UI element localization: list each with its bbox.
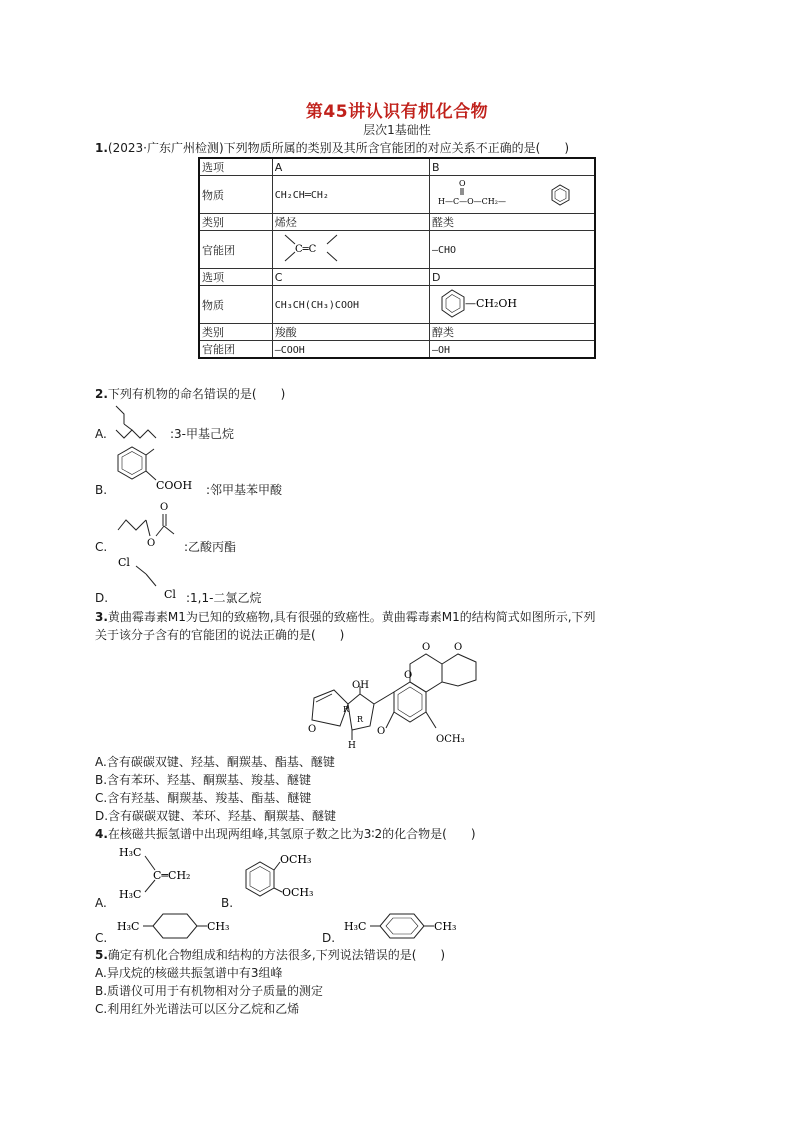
cl-label-2: Cl (164, 588, 176, 601)
question-2-number: 2. (95, 387, 108, 401)
question-2-stem (95, 386, 285, 402)
question-4-number: 4. (95, 827, 108, 841)
table-cell: 醇类 (430, 324, 596, 341)
benzyl-alcohol-structure (432, 286, 592, 320)
table-cell: 选项 (199, 158, 272, 176)
stereo-r-label-2: R (357, 715, 364, 724)
table-cell (430, 341, 596, 359)
question-3-text-1: 黄曲霉毒素M1为已知的致癌物,具有很强的致癌性。黄曲霉毒素M1的结构简式如图所示,下列 (107, 610, 596, 624)
section-subtitle: 层次1基础性 (363, 123, 431, 137)
q4-option-b-letter: B. (221, 896, 234, 910)
table-cell (272, 231, 429, 269)
table-row (199, 269, 595, 286)
och3-label-2: OCH₃ (282, 886, 314, 899)
och3-label-1: OCH₃ (280, 853, 312, 866)
p-xylene-structure (342, 906, 472, 946)
question-5-number: 5. (95, 948, 108, 962)
formula-isobutyric-acid: CH₃CH(CH₃)COOH (274, 300, 360, 311)
3-methylhexane-structure (112, 402, 172, 442)
question-5-text: 确定有机化合物组成和结构的方法很多,下列说法错误的是( ) (107, 948, 446, 962)
q2-option-d-name: :1,1-二氯乙烷 (186, 591, 262, 605)
h-label: H (348, 741, 356, 751)
ester-o-label: O (147, 538, 156, 549)
question-4-stem (95, 826, 476, 842)
table-cell (430, 286, 596, 324)
question-1-number: 1. (95, 141, 108, 155)
ether-o-label: O (377, 726, 386, 737)
q2-option-a-name: :3-甲基己烷 (170, 427, 235, 441)
h3c-left-label: H₃C (117, 920, 140, 933)
methoxy-label: OCH₃ (436, 734, 465, 745)
lactone-o-label: O (404, 670, 413, 681)
q2-option-c-letter: C. (95, 540, 108, 554)
table-cell (272, 286, 429, 324)
table-cell: 烯烃 (272, 214, 429, 231)
q3-option-d: D.含有碳碳双键、苯环、羟基、酮羰基、醚键 (95, 809, 337, 823)
h3c-bottom-label: H₃C (119, 888, 142, 901)
table-row (199, 341, 595, 359)
formate-chain-label: H—C—O—CH₂— (438, 197, 506, 206)
question-2-text: 下列有机物的命名错误的是( ) (107, 387, 286, 401)
question-1-table (198, 157, 596, 359)
ketone-o-label: O (454, 642, 463, 653)
table-row (199, 324, 595, 341)
table-cell: C (272, 269, 429, 286)
furan-o-label: O (308, 724, 317, 735)
ch3-right-label: CH₃ (207, 920, 230, 933)
oh-label: OH (352, 680, 369, 691)
question-4-text: 在核磁共振氢谱中出现两组峰,其氢原子数之比为3∶2的化合物是( ) (107, 827, 476, 841)
question-3-number: 3. (95, 610, 108, 624)
c-ch2-label: C═CH₂ (153, 869, 191, 882)
h3c-left-label: H₃C (344, 920, 367, 933)
table-row (199, 176, 595, 214)
table-cell: B (430, 158, 596, 176)
dimethoxybenzene-structure (238, 846, 338, 912)
ch3-right-label: CH₃ (434, 920, 457, 933)
table-cell (430, 176, 596, 214)
table-cell: 类别 (199, 324, 272, 341)
stereo-r-label-1: R (343, 705, 350, 714)
o-toluic-acid-structure (112, 440, 212, 495)
carboxyl-group: —COOH (274, 344, 305, 356)
table-cell: 物质 (199, 286, 272, 324)
question-1-text: (2023·广东广州检测)下列物质所属的类别及其所含官能团的对应关系不正确的是( ) (107, 141, 570, 155)
hydroxyl-group: —OH (432, 344, 451, 356)
question-3-stem-line1 (95, 609, 596, 625)
page-title: 第45讲认识有机化合物 (305, 102, 489, 122)
benzyl-formate-structure (432, 176, 592, 210)
carbonyl-o-label: O (459, 179, 466, 188)
h3c-top-label: H₃C (119, 846, 142, 859)
question-3-stem-line2: 关于该分子含有的官能团的说法正确的是( ) (95, 628, 345, 642)
table-cell: 物质 (199, 176, 272, 214)
table-cell (430, 231, 596, 269)
question-5-stem (95, 947, 445, 963)
cc-double-bond-label: C═C (294, 244, 317, 255)
table-cell: 类别 (199, 214, 272, 231)
q5-option-a: A.异戊烷的核磁共振氢谱中有3组峰 (95, 966, 283, 980)
q4-option-c-letter: C. (95, 931, 108, 945)
ch2oh-label: —CH₂OH (465, 297, 518, 310)
question-1-stem (95, 140, 569, 156)
formula-propene: CH₂CH═CH₂ (274, 190, 329, 201)
table-row (199, 286, 595, 324)
carbonyl-o-label: O (160, 502, 169, 513)
aflatoxin-m1-structure (300, 640, 520, 755)
table-cell: 选项 (199, 269, 272, 286)
q4-option-d-letter: D. (322, 931, 336, 945)
table-cell: D (430, 269, 596, 286)
q2-option-d-letter: D. (95, 591, 109, 605)
lactone-carbonyl-o-label: O (422, 642, 431, 653)
dimethylcyclohexane-structure (115, 906, 245, 946)
table-row (199, 158, 595, 176)
table-cell: 官能团 (199, 341, 272, 359)
q3-option-b: B.含有苯环、羟基、酮羰基、羧基、醚键 (95, 773, 312, 787)
q5-option-c: C.利用红外光谱法可以区分乙烷和乙烯 (95, 1002, 300, 1016)
q4-option-a-letter: A. (95, 896, 107, 910)
table-cell (272, 176, 429, 214)
table-cell: 醛类 (430, 214, 596, 231)
q2-option-c-name: :乙酸丙酯 (184, 540, 237, 554)
cooh-label: COOH (156, 479, 193, 492)
q5-option-b: B.质谱仪可用于有机物相对分子质量的测定 (95, 984, 324, 998)
q3-option-c: C.含有羟基、酮羰基、羧基、酯基、醚键 (95, 791, 312, 805)
q2-option-b-letter: B. (95, 483, 108, 497)
cl-label-1: Cl (118, 556, 130, 569)
table-row (199, 231, 595, 269)
table-row (199, 214, 595, 231)
table-cell (272, 341, 429, 359)
q2-option-b-name: :邻甲基苯甲酸 (206, 483, 283, 497)
aldehyde-group: —CHO (432, 245, 457, 256)
table-cell: A (272, 158, 429, 176)
propyl-acetate-structure (112, 498, 192, 550)
table-cell: 官能团 (199, 231, 272, 269)
q3-option-a: A.含有碳碳双键、羟基、酮羰基、酯基、醚键 (95, 755, 335, 769)
alkene-group-structure (275, 231, 355, 265)
table-cell: 羧酸 (272, 324, 429, 341)
q2-option-a-letter: A. (95, 427, 107, 441)
isobutene-structure (115, 842, 225, 908)
dichloroethane-structure (112, 552, 192, 602)
